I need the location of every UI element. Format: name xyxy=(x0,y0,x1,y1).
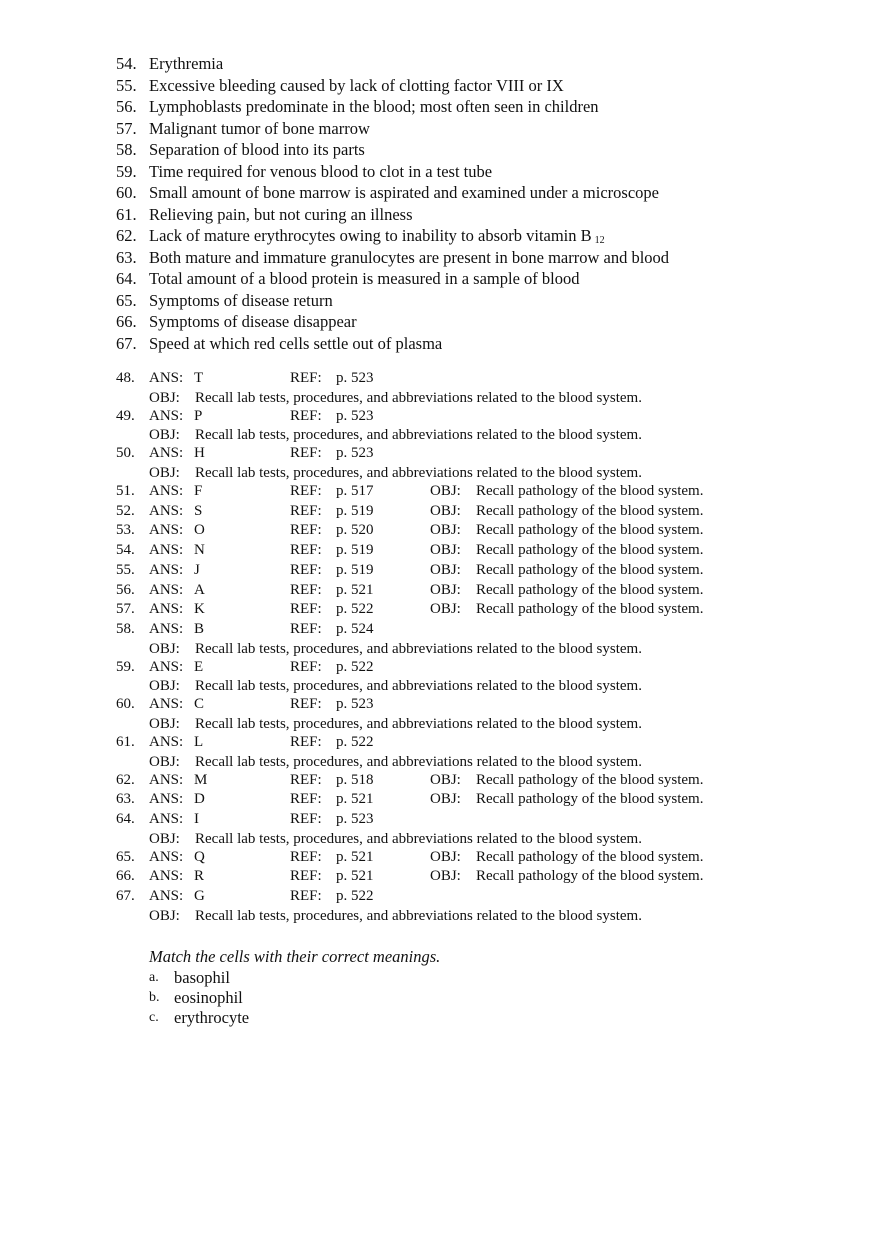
definition-item xyxy=(116,139,816,161)
definition-text-main: Lymphoblasts predominate in the blood; most often seen in children xyxy=(149,97,599,116)
ans-value: Q xyxy=(194,848,205,865)
option-letter: c. xyxy=(149,1010,159,1025)
answer-number: 59. xyxy=(116,658,135,675)
answer-row xyxy=(116,733,856,753)
option-text: erythrocyte xyxy=(174,1008,250,1027)
objective-row xyxy=(116,907,856,925)
definition-number: 65. xyxy=(116,290,137,310)
answer-number: 60. xyxy=(116,696,135,713)
ref-value: p. 521 xyxy=(336,848,374,865)
ans-value: R xyxy=(194,868,205,885)
answer-number: 54. xyxy=(116,542,135,559)
definition-number: 64. xyxy=(116,269,137,288)
objective-row xyxy=(116,640,856,658)
ans-label: ANS: xyxy=(149,542,184,559)
definition-text-main: Speed at which red cells settle out of plasma xyxy=(149,333,443,353)
obj-label: OBJ: xyxy=(149,427,180,444)
ref-label: REF: xyxy=(290,658,322,675)
definition-number: 66. xyxy=(116,312,137,331)
ref-value: p. 518 xyxy=(336,771,374,788)
definition-item xyxy=(116,225,816,247)
obj-label: OBJ: xyxy=(149,389,180,406)
definition-number: 67. xyxy=(116,333,137,353)
ans-label: ANS: xyxy=(149,733,184,750)
ref-value: p. 523 xyxy=(336,811,374,827)
answer-row xyxy=(116,581,856,601)
obj-label: OBJ: xyxy=(149,640,180,657)
ref-value: p. 522 xyxy=(336,601,374,618)
definition-text xyxy=(149,96,599,118)
obj-value: Recall lab tests, procedures, and abbreviations related to the blood system. xyxy=(195,640,642,657)
answer-number: 57. xyxy=(116,601,135,618)
ans-value: L xyxy=(194,733,204,750)
obj-label: OBJ: xyxy=(430,868,461,885)
ans-label: ANS: xyxy=(149,791,184,808)
ans-label: ANS: xyxy=(149,601,184,618)
obj-value: Recall lab tests, procedures, and abbreviations related to the blood system. xyxy=(195,389,642,406)
ans-label: ANS: xyxy=(149,522,184,539)
ans-label: ANS: xyxy=(149,561,184,578)
obj-value: Recall pathology of the blood system. xyxy=(476,868,704,885)
definition-text xyxy=(149,290,333,312)
objective-row xyxy=(116,753,856,771)
obj-value: Recall pathology of the blood system. xyxy=(476,542,704,559)
objective-row xyxy=(116,715,856,733)
ans-label: ANS: xyxy=(149,407,184,424)
answer-number: 61. xyxy=(116,733,135,750)
ans-value: B xyxy=(194,620,205,637)
ref-value: p. 522 xyxy=(336,658,374,675)
answer-number: 49. xyxy=(116,407,135,424)
answer-number: 65. xyxy=(116,848,135,865)
answer-number: 55. xyxy=(116,561,135,578)
definition-text xyxy=(149,53,223,75)
answer-row xyxy=(116,444,856,464)
ans-label: ANS: xyxy=(149,771,184,788)
obj-label: OBJ: xyxy=(149,678,180,695)
definitions-list xyxy=(116,53,816,354)
obj-label: OBJ: xyxy=(149,715,180,732)
ans-value: A xyxy=(194,581,205,598)
ref-label: REF: xyxy=(290,502,322,519)
matching-section xyxy=(149,946,749,1028)
ref-value: p. 524 xyxy=(336,620,374,637)
ref-label: REF: xyxy=(290,868,322,885)
obj-value: Recall lab tests, procedures, and abbreviations related to the blood system. xyxy=(195,715,642,732)
ans-value: O xyxy=(194,522,205,539)
ref-value: p. 520 xyxy=(336,522,374,539)
obj-label: OBJ: xyxy=(430,771,461,788)
ref-label: REF: xyxy=(290,522,322,539)
obj-value: Recall pathology of the blood system. xyxy=(476,483,704,500)
objective-row xyxy=(116,464,856,482)
obj-value: Recall lab tests, procedures, and abbreviations related to the blood system. xyxy=(195,753,642,770)
definition-text xyxy=(149,75,564,97)
answer-number: 51. xyxy=(116,483,135,500)
ref-label: REF: xyxy=(290,445,322,462)
definition-text xyxy=(149,204,413,226)
ans-value: C xyxy=(194,696,205,713)
definition-item xyxy=(116,75,816,97)
ref-label: REF: xyxy=(290,561,322,578)
ans-value: E xyxy=(194,658,204,675)
obj-value: Recall pathology of the blood system. xyxy=(476,601,704,618)
ref-value: p. 519 xyxy=(336,561,374,578)
ans-value: K xyxy=(194,601,205,618)
answer-row xyxy=(116,867,856,887)
definition-text xyxy=(149,161,492,183)
obj-value: Recall pathology of the blood system. xyxy=(476,561,704,578)
ans-label: ANS: xyxy=(149,848,184,865)
definition-text-main: Malignant tumor of bone marrow xyxy=(149,118,370,138)
answer-row xyxy=(116,887,856,907)
obj-value: Recall lab tests, procedures, and abbreviations related to the blood system. xyxy=(195,830,642,847)
definition-text xyxy=(149,118,370,140)
answer-row xyxy=(116,695,856,715)
answer-row xyxy=(116,771,856,791)
definition-item xyxy=(116,290,816,312)
ans-label: ANS: xyxy=(149,483,184,500)
definition-text xyxy=(149,333,442,355)
definition-item xyxy=(116,311,816,333)
option-text: basophil xyxy=(174,968,230,987)
definition-text xyxy=(149,139,365,161)
answer-row xyxy=(116,600,856,620)
ref-value: p. 521 xyxy=(336,791,374,808)
obj-value: Recall pathology of the blood system. xyxy=(476,791,704,808)
answer-row xyxy=(116,658,856,678)
answer-number: 63. xyxy=(116,791,135,808)
definition-item xyxy=(116,161,816,183)
answer-row xyxy=(116,561,856,581)
definition-item xyxy=(116,118,816,140)
definition-item xyxy=(116,53,816,75)
ref-label: REF: xyxy=(290,848,322,865)
matching-option xyxy=(149,1008,749,1028)
obj-value: Recall lab tests, procedures, and abbreviations related to the blood system. xyxy=(195,427,642,444)
ref-label: REF: xyxy=(290,733,322,750)
matching-option xyxy=(149,988,749,1008)
obj-label: OBJ: xyxy=(149,907,180,924)
ans-value: P xyxy=(194,407,203,424)
answer-number: 48. xyxy=(116,370,135,386)
answer-number: 52. xyxy=(116,502,135,519)
ans-label: ANS: xyxy=(149,658,184,675)
ans-value: G xyxy=(194,888,205,905)
answer-number: 62. xyxy=(116,771,135,788)
obj-value: Recall pathology of the blood system. xyxy=(476,522,704,539)
obj-label: OBJ: xyxy=(430,502,461,519)
ans-label: ANS: xyxy=(149,868,184,885)
definition-text xyxy=(149,268,580,290)
ans-value: D xyxy=(194,791,205,808)
ref-label: REF: xyxy=(290,407,322,424)
definition-item xyxy=(116,182,816,204)
answer-row xyxy=(116,848,856,868)
ref-value: p. 519 xyxy=(336,502,374,519)
ans-value: N xyxy=(194,542,205,559)
ans-label: ANS: xyxy=(149,445,184,462)
obj-label: OBJ: xyxy=(430,483,461,500)
definition-text xyxy=(149,182,659,204)
answer-key xyxy=(116,369,856,925)
obj-value: Recall pathology of the blood system. xyxy=(476,502,704,519)
obj-label: OBJ: xyxy=(430,848,461,865)
ref-value: p. 523 xyxy=(336,445,374,462)
definition-text-main: Relieving pain, but not curing an illness xyxy=(149,204,413,224)
ans-label: ANS: xyxy=(149,696,184,713)
ref-value: p. 517 xyxy=(336,483,374,500)
ans-label: ANS: xyxy=(149,502,184,519)
definition-item xyxy=(116,247,816,269)
option-text: eosinophil xyxy=(174,988,243,1007)
obj-label: OBJ: xyxy=(430,561,461,578)
definition-text-main: Separation of blood into its parts xyxy=(149,140,365,159)
definition-number: 55. xyxy=(116,75,137,95)
ref-value: p. 521 xyxy=(336,868,374,885)
definition-number: 54. xyxy=(116,54,137,73)
definition-item xyxy=(116,268,816,290)
ref-value: p. 522 xyxy=(336,888,374,905)
ref-label: REF: xyxy=(290,811,322,827)
ref-value: p. 522 xyxy=(336,733,374,750)
obj-value: Recall lab tests, procedures, and abbreviations related to the blood system. xyxy=(195,907,642,924)
obj-label: OBJ: xyxy=(430,791,461,808)
obj-value: Recall pathology of the blood system. xyxy=(476,848,704,865)
answer-number: 56. xyxy=(116,581,135,598)
ref-label: REF: xyxy=(290,370,322,386)
definition-number: 56. xyxy=(116,97,137,116)
obj-label: OBJ: xyxy=(149,465,180,482)
ref-value: p. 523 xyxy=(336,370,374,386)
definition-subscript: 12 xyxy=(594,235,605,246)
answer-number: 66. xyxy=(116,868,135,885)
obj-label: OBJ: xyxy=(149,753,180,770)
answer-number: 64. xyxy=(116,811,135,827)
definition-item xyxy=(116,204,816,226)
definition-text-main: Symptoms of disease return xyxy=(149,290,333,310)
ref-value: p. 523 xyxy=(336,696,374,713)
ans-value: J xyxy=(194,561,200,578)
answer-row xyxy=(116,369,856,389)
answer-row xyxy=(116,810,856,830)
definition-text-main: Excessive bleeding caused by lack of clotting factor VIII or IX xyxy=(149,75,564,95)
obj-value: Recall lab tests, procedures, and abbreviations related to the blood system. xyxy=(195,678,642,695)
ref-value: p. 519 xyxy=(336,542,374,559)
objective-row xyxy=(116,677,856,695)
definition-number: 63. xyxy=(116,247,137,267)
ref-label: REF: xyxy=(290,581,322,598)
answer-row xyxy=(116,482,856,502)
definition-number: 59. xyxy=(116,161,137,181)
matching-option xyxy=(149,968,749,988)
ref-label: REF: xyxy=(290,696,322,713)
answer-number: 58. xyxy=(116,620,135,637)
ans-value: M xyxy=(194,771,208,788)
ans-label: ANS: xyxy=(149,888,184,905)
ans-label: ANS: xyxy=(149,811,184,827)
ref-label: REF: xyxy=(290,483,322,500)
ans-label: ANS: xyxy=(149,370,184,386)
ans-value: T xyxy=(194,370,204,386)
answer-row xyxy=(116,541,856,561)
definition-item xyxy=(116,333,816,355)
obj-value: Recall pathology of the blood system. xyxy=(476,771,704,788)
definition-text xyxy=(149,311,357,333)
ref-value: p. 523 xyxy=(336,407,374,424)
definition-number: 62. xyxy=(116,226,137,245)
obj-label: OBJ: xyxy=(430,601,461,618)
ans-value: I xyxy=(194,811,199,827)
ans-value: S xyxy=(194,502,203,519)
definition-text-main: Time required for venous blood to clot in a test tube xyxy=(149,161,493,181)
obj-label: OBJ: xyxy=(430,522,461,539)
answer-number: 53. xyxy=(116,522,135,539)
obj-value: Recall lab tests, procedures, and abbreviations related to the blood system. xyxy=(195,465,642,482)
obj-label: OBJ: xyxy=(149,830,180,847)
ans-label: ANS: xyxy=(149,581,184,598)
definition-text-main: Erythremia xyxy=(149,54,224,73)
objective-row xyxy=(116,389,856,407)
ref-value: p. 521 xyxy=(336,581,374,598)
option-letter: a. xyxy=(149,970,159,985)
matching-instruction: Match the cells with their correct meanings. xyxy=(149,947,441,966)
answer-row xyxy=(116,407,856,427)
obj-value: Recall pathology of the blood system. xyxy=(476,581,704,598)
obj-label: OBJ: xyxy=(430,542,461,559)
definition-item xyxy=(116,96,816,118)
definition-number: 57. xyxy=(116,118,137,138)
answer-number: 67. xyxy=(116,888,135,905)
answer-row xyxy=(116,502,856,522)
definition-text-main: Small amount of bone marrow is aspirated and examined under a microscope xyxy=(149,183,659,202)
obj-label: OBJ: xyxy=(430,581,461,598)
objective-row xyxy=(116,426,856,444)
ref-label: REF: xyxy=(290,791,322,808)
ref-label: REF: xyxy=(290,620,322,637)
definition-number: 60. xyxy=(116,183,137,202)
ans-value: F xyxy=(194,483,203,500)
ans-label: ANS: xyxy=(149,620,184,637)
definition-text-main: Total amount of a blood protein is measured in a sample of blood xyxy=(149,269,580,288)
ref-label: REF: xyxy=(290,542,322,559)
ref-label: REF: xyxy=(290,771,322,788)
definition-text-main: Lack of mature erythrocytes owing to inability to absorb vitamin B xyxy=(149,226,592,245)
ans-value: H xyxy=(194,445,205,462)
definition-text-main: Both mature and immature granulocytes are present in bone marrow and blood xyxy=(149,247,670,267)
answer-row xyxy=(116,620,856,640)
definition-number: 61. xyxy=(116,204,137,224)
ref-label: REF: xyxy=(290,601,322,618)
answer-row xyxy=(116,521,856,541)
definition-number: 58. xyxy=(116,140,137,159)
answer-row xyxy=(116,790,856,810)
option-letter: b. xyxy=(149,990,160,1005)
answer-number: 50. xyxy=(116,445,135,462)
definition-text xyxy=(149,247,669,269)
objective-row xyxy=(116,830,856,848)
matching-options xyxy=(149,968,749,1028)
definition-text-main: Symptoms of disease disappear xyxy=(149,312,357,331)
ref-label: REF: xyxy=(290,888,322,905)
